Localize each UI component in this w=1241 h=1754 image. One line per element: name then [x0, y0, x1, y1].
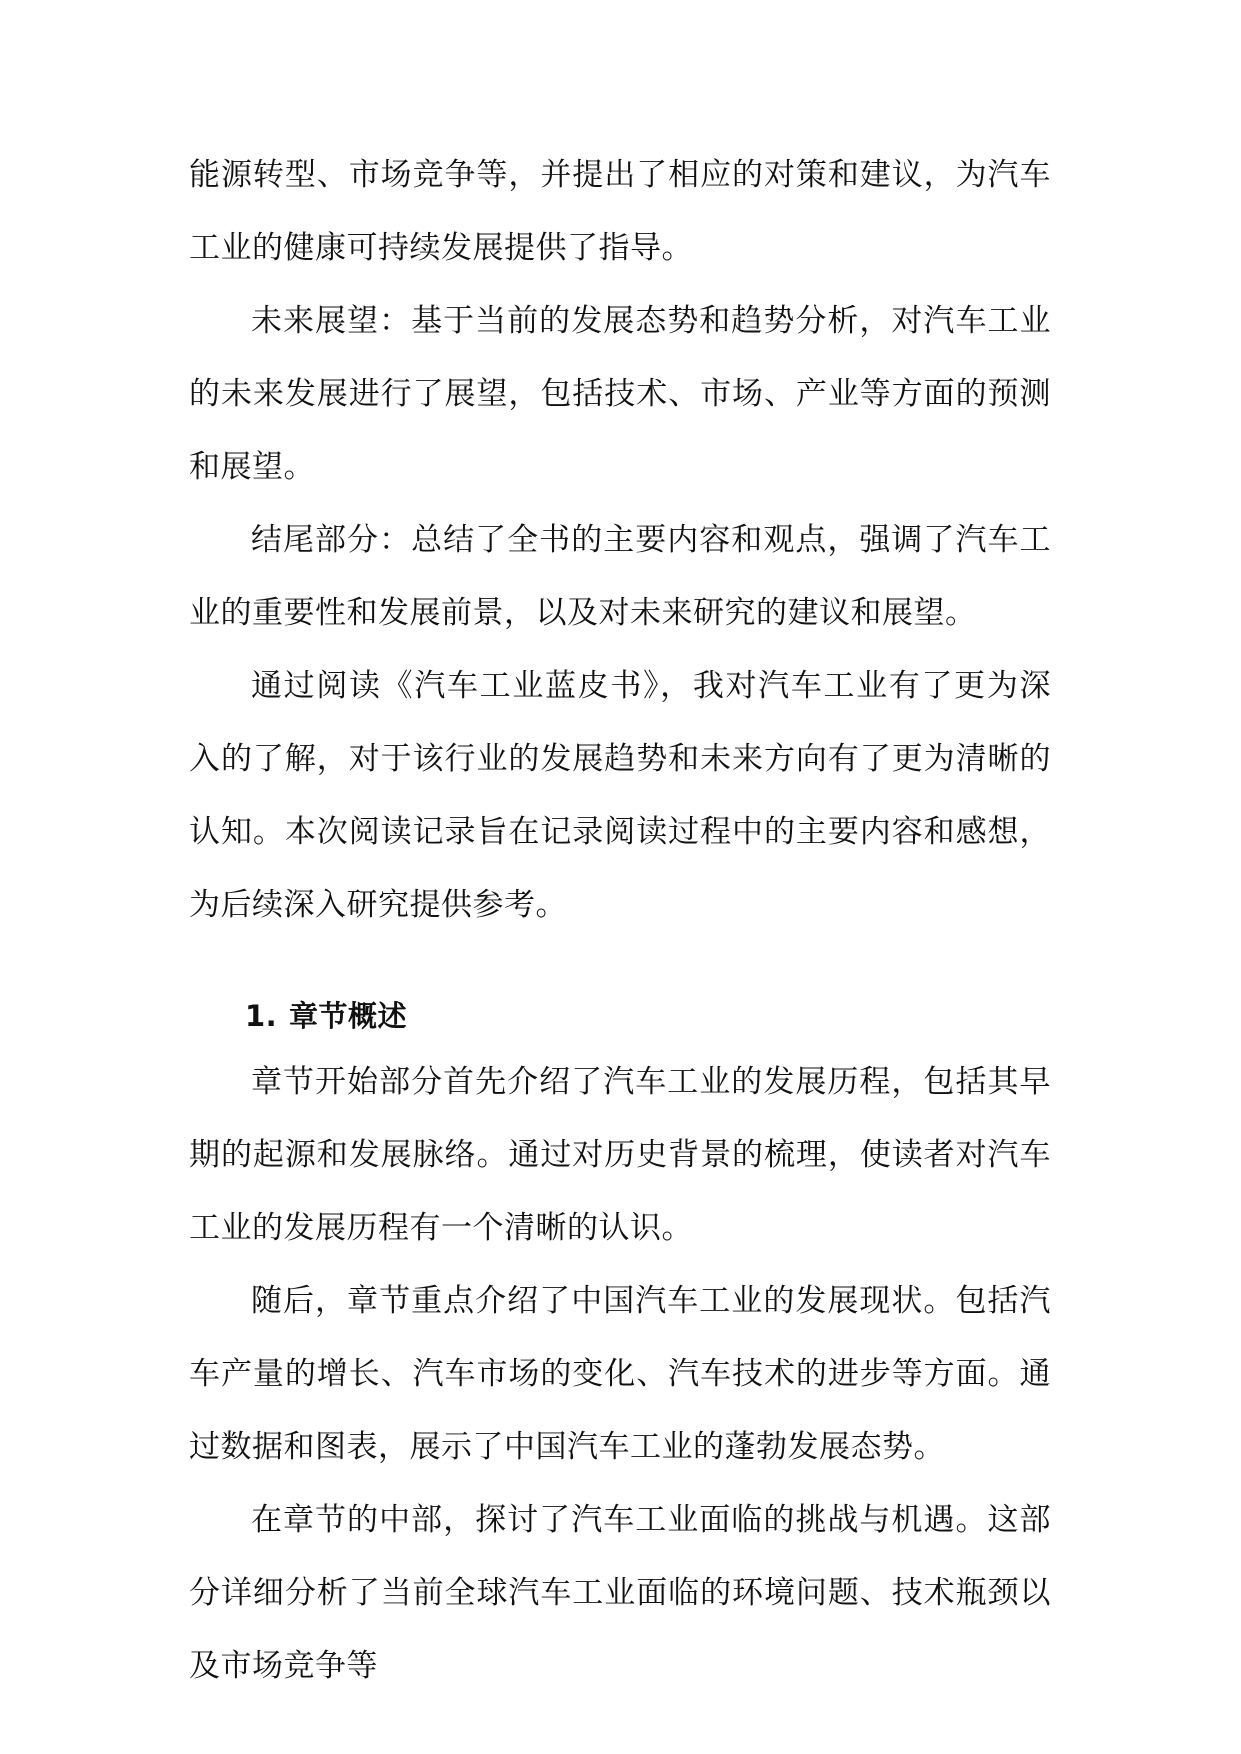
paragraph-continuation: 能源转型、市场竞争等，并提出了相应的对策和建议，为汽车工业的健康可持续发展提供了指导。 — [189, 157, 1051, 266]
paragraph-chapter-beginning: 章节开始部分首先介绍了汽车工业的发展历程，包括其早期的起源和发展脉络。通过对历史背景的梳理，使读者对汽车工业的发展历程有一个清晰的认识。 — [189, 1064, 1051, 1246]
paragraph-chapter-middle: 在章节的中部，探讨了汽车工业面临的挑战与机遇。这部分详细分析了当前全球汽车工业面临的环境问题、技术瓶颈以及市场竞争等 — [189, 1502, 1051, 1684]
paragraph-conclusion-section: 结尾部分：总结了全书的主要内容和观点，强调了汽车工业的重要性和发展前景，以及对未来研究的建议和展望。 — [189, 522, 1051, 631]
paragraph-reading-summary: 通过阅读《汽车工业蓝皮书》，我对汽车工业有了更为深入的了解，对于该行业的发展趋势和未来方向有了更为清晰的认知。本次阅读记录旨在记录阅读过程中的主要内容和感想，为后续深入研究提供参考。 — [189, 668, 1051, 923]
section-number: 1. — [245, 999, 278, 1033]
document-body — [189, 139, 1051, 1703]
section-heading — [189, 986, 1051, 1046]
paragraph-future-outlook: 未来展望：基于当前的发展态势和趋势分析，对汽车工业的未来发展进行了展望，包括技术、市场、产业等方面的预测和展望。 — [189, 303, 1051, 485]
paragraph-chapter-current-status: 随后，章节重点介绍了中国汽车工业的发展现状。包括汽车产量的增长、汽车市场的变化、汽车技术的进步等方面。通过数据和图表，展示了中国汽车工业的蓬勃发展态势。 — [189, 1283, 1051, 1465]
section-title: 章节概述 — [289, 999, 408, 1033]
